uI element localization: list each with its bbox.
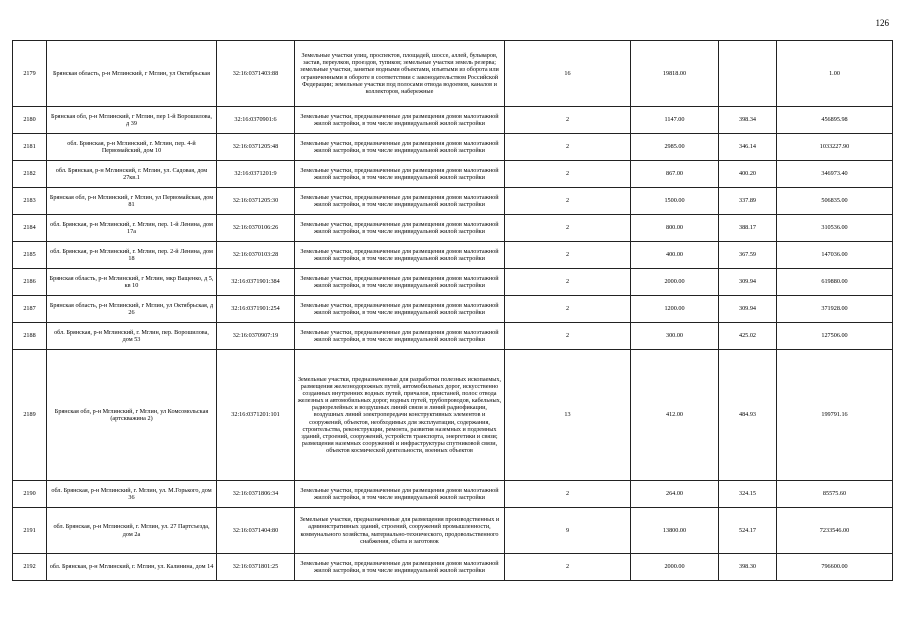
specific-value-cell: 425.02 bbox=[719, 323, 777, 350]
area-cell: 2000.00 bbox=[631, 269, 719, 296]
specific-value-cell: 388.17 bbox=[719, 215, 777, 242]
use-kind-cell: 2 bbox=[505, 188, 631, 215]
specific-value-cell: 524.17 bbox=[719, 508, 777, 554]
specific-value-cell: 324.15 bbox=[719, 481, 777, 508]
use-kind-cell: 2 bbox=[505, 134, 631, 161]
row-number: 2183 bbox=[13, 188, 47, 215]
table-row bbox=[13, 269, 893, 296]
specific-value-cell: 484.93 bbox=[719, 350, 777, 481]
address-cell: обл. Брянская, р-н Мглинский, г. Мглин, ул. Калинина, дом 14 bbox=[47, 554, 217, 581]
land-category-cell: Земельные участки, предназначенные для размещения домов малоэтажной жилой застройки, в том числе индивидуальной жилой застройки bbox=[295, 134, 505, 161]
land-category-cell: Земельные участки, предназначенные для размещения домов малоэтажной жилой застройки, в том числе индивидуальной жилой застройки bbox=[295, 161, 505, 188]
cadastral-value-cell: 796600.00 bbox=[777, 554, 893, 581]
land-category-cell: Земельные участки, предназначенные для размещения производственных и административных зданий, строений, сооружений промышленности, коммунального хозяйства, материально-технического, продовольственного снабжения, сбыта и заготовок bbox=[295, 508, 505, 554]
specific-value-cell: 337.89 bbox=[719, 188, 777, 215]
cadastral-number-cell: 32:16:0371205:30 bbox=[217, 188, 295, 215]
table-row bbox=[13, 215, 893, 242]
address-cell: Брянская область, р-н Мглинский, г Мглин, ул Октябрьская, д 26 bbox=[47, 296, 217, 323]
cadastral-value-cell: 456895.98 bbox=[777, 107, 893, 134]
row-number: 2185 bbox=[13, 242, 47, 269]
address-cell: обл. Брянская, р-н Мглинский, г. Мглин, пер. 4-й Первомайский, дом 10 bbox=[47, 134, 217, 161]
specific-value-cell: 367.59 bbox=[719, 242, 777, 269]
use-kind-cell: 2 bbox=[505, 296, 631, 323]
row-number: 2187 bbox=[13, 296, 47, 323]
land-category-cell: Земельные участки, предназначенные для разработки полезных ископаемых, размещения железнодорожных путей, автомобильных дорог, искусственно созданных внутренних водных путей, причалов, пристаней, полос отвода железных и автомобильных дорог, водных путей, трубопроводов, кабельных, радиорелейных и воздушных линий связи и линий радиофикации, воздушных линий электропередачи конструктивных элементов и сооружений, объектов, необходимых для эксплуатации, содержания, строительства, реконструкции, ремонта, развития наземных и подземных зданий, строений, сооружений, устройств транспорта, энергетики и связи; размещения наземных сооружений и инфраструктуры спутниковой связи, объектов космической деятельности, военных объектов bbox=[295, 350, 505, 481]
cadastral-value-cell: 1033227.90 bbox=[777, 134, 893, 161]
area-cell: 264.00 bbox=[631, 481, 719, 508]
use-kind-cell: 2 bbox=[505, 554, 631, 581]
area-cell: 412.00 bbox=[631, 350, 719, 481]
area-cell: 867.00 bbox=[631, 161, 719, 188]
land-category-cell: Земельные участки, предназначенные для размещения домов малоэтажной жилой застройки, в том числе индивидуальной жилой застройки bbox=[295, 269, 505, 296]
land-category-cell: Земельные участки, предназначенные для размещения домов малоэтажной жилой застройки, в том числе индивидуальной жилой застройки bbox=[295, 554, 505, 581]
area-cell: 2000.00 bbox=[631, 554, 719, 581]
address-cell: обл. Брянская, р-н Мглинский, г. Мглин, пер. 1-й Ленина, дом 17а bbox=[47, 215, 217, 242]
specific-value-cell bbox=[719, 41, 777, 107]
cadastral-value-cell: 7233546.00 bbox=[777, 508, 893, 554]
area-cell: 300.00 bbox=[631, 323, 719, 350]
row-number: 2180 bbox=[13, 107, 47, 134]
specific-value-cell: 400.20 bbox=[719, 161, 777, 188]
address-cell: обл. Брянская, р-н Мглинский, г. Мглин, пер. 2-й Ленина, дом 18 bbox=[47, 242, 217, 269]
address-cell: Брянская обл, р-н Мглинский, г Мглин, ул Первомайская, дом 81 bbox=[47, 188, 217, 215]
area-cell: 800.00 bbox=[631, 215, 719, 242]
use-kind-cell: 9 bbox=[505, 508, 631, 554]
use-kind-cell: 2 bbox=[505, 107, 631, 134]
address-cell: Брянская область, р-н Мглинский, г Мглин, ул Октябрьская bbox=[47, 41, 217, 107]
table-row bbox=[13, 161, 893, 188]
row-number: 2191 bbox=[13, 508, 47, 554]
area-cell: 1200.00 bbox=[631, 296, 719, 323]
table-row bbox=[13, 481, 893, 508]
specific-value-cell: 309.94 bbox=[719, 296, 777, 323]
table-row bbox=[13, 350, 893, 481]
table-row bbox=[13, 134, 893, 161]
area-cell: 13800.00 bbox=[631, 508, 719, 554]
row-number: 2184 bbox=[13, 215, 47, 242]
cadastral-value-cell: 371928.00 bbox=[777, 296, 893, 323]
row-number: 2182 bbox=[13, 161, 47, 188]
land-category-cell: Земельные участки, предназначенные для размещения домов малоэтажной жилой застройки, в том числе индивидуальной жилой застройки bbox=[295, 215, 505, 242]
use-kind-cell: 2 bbox=[505, 481, 631, 508]
cadastral-number-cell: 32:16:0371901:384 bbox=[217, 269, 295, 296]
table-row bbox=[13, 107, 893, 134]
row-number: 2186 bbox=[13, 269, 47, 296]
cadastral-number-cell: 32:16:0371201:9 bbox=[217, 161, 295, 188]
area-cell: 400.00 bbox=[631, 242, 719, 269]
cadastral-value-cell: 619880.00 bbox=[777, 269, 893, 296]
address-cell: обл. Брянская, р-н Мглинский, г. Мглин, ул. М.Горького, дом 36 bbox=[47, 481, 217, 508]
use-kind-cell: 2 bbox=[505, 323, 631, 350]
row-number: 2192 bbox=[13, 554, 47, 581]
row-number: 2190 bbox=[13, 481, 47, 508]
table-row bbox=[13, 41, 893, 107]
cadastral-value-cell: 127506.00 bbox=[777, 323, 893, 350]
area-cell: 19818.00 bbox=[631, 41, 719, 107]
area-cell: 2985.00 bbox=[631, 134, 719, 161]
table-row bbox=[13, 554, 893, 581]
cadastral-number-cell: 32:16:0371404:80 bbox=[217, 508, 295, 554]
land-category-cell: Земельные участки, предназначенные для размещения домов малоэтажной жилой застройки, в том числе индивидуальной жилой застройки bbox=[295, 107, 505, 134]
land-category-cell: Земельные участки, предназначенные для размещения домов малоэтажной жилой застройки, в том числе индивидуальной жилой застройки bbox=[295, 481, 505, 508]
cadastral-value-cell: 85575.60 bbox=[777, 481, 893, 508]
cadastral-number-cell: 32:16:0370907:19 bbox=[217, 323, 295, 350]
row-number: 2181 bbox=[13, 134, 47, 161]
land-category-cell: Земельные участки, предназначенные для размещения домов малоэтажной жилой застройки, в том числе индивидуальной жилой застройки bbox=[295, 323, 505, 350]
row-number: 2188 bbox=[13, 323, 47, 350]
cadastral-number-cell: 32:16:0370901:6 bbox=[217, 107, 295, 134]
cadastral-value-cell: 1.00 bbox=[777, 41, 893, 107]
address-cell: Брянская обл, р-н Мглинский, г Мглин, пер 1-й Ворошилова, д 39 bbox=[47, 107, 217, 134]
use-kind-cell: 16 bbox=[505, 41, 631, 107]
cadastral-value-cell: 147036.00 bbox=[777, 242, 893, 269]
cadastral-value-cell: 199791.16 bbox=[777, 350, 893, 481]
use-kind-cell: 2 bbox=[505, 269, 631, 296]
cadastral-number-cell: 32:16:0370103:28 bbox=[217, 242, 295, 269]
use-kind-cell: 2 bbox=[505, 215, 631, 242]
row-number: 2189 bbox=[13, 350, 47, 481]
cadastral-number-cell: 32:16:0371201:101 bbox=[217, 350, 295, 481]
cadastral-number-cell: 32:16:0371806:34 bbox=[217, 481, 295, 508]
use-kind-cell: 13 bbox=[505, 350, 631, 481]
cadastral-value-cell: 506835.00 bbox=[777, 188, 893, 215]
area-cell: 1147.00 bbox=[631, 107, 719, 134]
land-category-cell: Земельные участки, предназначенные для размещения домов малоэтажной жилой застройки, в том числе индивидуальной жилой застройки bbox=[295, 188, 505, 215]
land-category-cell: Земельные участки, предназначенные для размещения домов малоэтажной жилой застройки, в том числе индивидуальной жилой застройки bbox=[295, 296, 505, 323]
address-cell: обл. Брянская, р-н Мглинский, г. Мглин, пер. Ворошилова, дом 53 bbox=[47, 323, 217, 350]
address-cell: обл. Брянская, р-н Мглинский, г. Мглин, ул. 27 Партсъезда, дом 2а bbox=[47, 508, 217, 554]
area-cell: 1500.00 bbox=[631, 188, 719, 215]
land-category-cell: Земельные участки, предназначенные для размещения домов малоэтажной жилой застройки, в том числе индивидуальной жилой застройки bbox=[295, 242, 505, 269]
cadastral-number-cell: 32:16:0371801:25 bbox=[217, 554, 295, 581]
cadastral-value-cell: 346973.40 bbox=[777, 161, 893, 188]
cadastral-number-cell: 32:16:0370106:26 bbox=[217, 215, 295, 242]
cadastral-value-cell: 310536.00 bbox=[777, 215, 893, 242]
land-category-cell: Земельные участки улиц, проспектов, площадей, шоссе, аллей, бульваров, застав, переулков, проездов, тупиков; земельные участки земель резерва; земельные участки, занятые водными объектами, изъятыми из оборота или ограниченными в обороте в соответствии с законодательством Российской Федерации; земельные участки под полосами отвода водоемов, каналов и коллекторов, набережные bbox=[295, 41, 505, 107]
table-row bbox=[13, 323, 893, 350]
specific-value-cell: 398.30 bbox=[719, 554, 777, 581]
specific-value-cell: 309.94 bbox=[719, 269, 777, 296]
specific-value-cell: 346.14 bbox=[719, 134, 777, 161]
page-number: 126 bbox=[875, 18, 889, 28]
table-row bbox=[13, 508, 893, 554]
use-kind-cell: 2 bbox=[505, 242, 631, 269]
row-number: 2179 bbox=[13, 41, 47, 107]
cadastral-number-cell: 32:16:0371403:88 bbox=[217, 41, 295, 107]
cadastral-number-cell: 32:16:0371901:254 bbox=[217, 296, 295, 323]
cadastral-value-table bbox=[12, 40, 893, 581]
use-kind-cell: 2 bbox=[505, 161, 631, 188]
address-cell: Брянская область, р-н Мглинский, г Мглин, мкр Ващенко, д 5, кв 10 bbox=[47, 269, 217, 296]
table-row bbox=[13, 188, 893, 215]
table-row bbox=[13, 242, 893, 269]
specific-value-cell: 398.34 bbox=[719, 107, 777, 134]
table-row bbox=[13, 296, 893, 323]
cadastral-number-cell: 32:16:0371205:48 bbox=[217, 134, 295, 161]
address-cell: обл. Брянская, р-н Мглинский, г. Мглин, ул. Садовая, дом 27кв.1 bbox=[47, 161, 217, 188]
address-cell: Брянская обл, р-н Мглинский, г Мглин, ул Комсомольская (артскважина 2) bbox=[47, 350, 217, 481]
